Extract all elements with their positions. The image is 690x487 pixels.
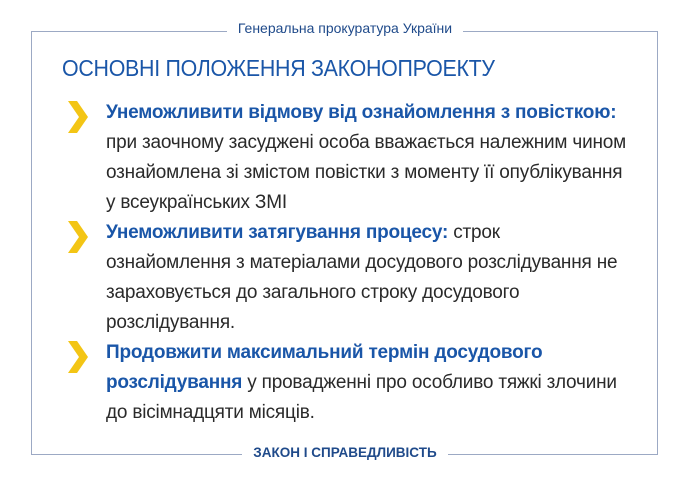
organization-name: Генеральна прокуратура України [227, 20, 463, 36]
list-item-text [106, 98, 626, 218]
list-item-highlight: Унеможливити затягування процесу: [106, 222, 449, 243]
organization-label [0, 20, 690, 36]
footer-slogan-label [0, 445, 690, 460]
list-item-highlight: Унеможливити відмову від ознайомлення з повісткою: [106, 102, 617, 123]
page-title: ОСНОВНІ ПОЛОЖЕННЯ ЗАКОНОПРОЕКТУ [62, 55, 495, 81]
chevron-right-icon [66, 221, 88, 253]
list-item-text [106, 338, 626, 428]
list-item-body: у провадженні про особливо тяжкі злочини до вісімнадцяти місяців. [106, 372, 617, 423]
list-item-text [106, 218, 626, 338]
list-item-body: строк ознайомлення з матеріалами досудового розслідування не зараховується до загального строку досудового розслідування. [106, 222, 618, 333]
footer-slogan: ЗАКОН І СПРАВЕДЛИВІСТЬ [242, 445, 447, 460]
list-item-highlight: Продовжити максимальний термін досудового розслідування [106, 342, 543, 393]
chevron-right-icon [66, 101, 88, 133]
chevron-right-icon [66, 341, 88, 373]
list-item-body: при заочному засуджені особа вважається належним чином ознайомлена зі змістом повістки з моменту її опублікування у всеукраїнських ЗМІ [106, 132, 627, 213]
